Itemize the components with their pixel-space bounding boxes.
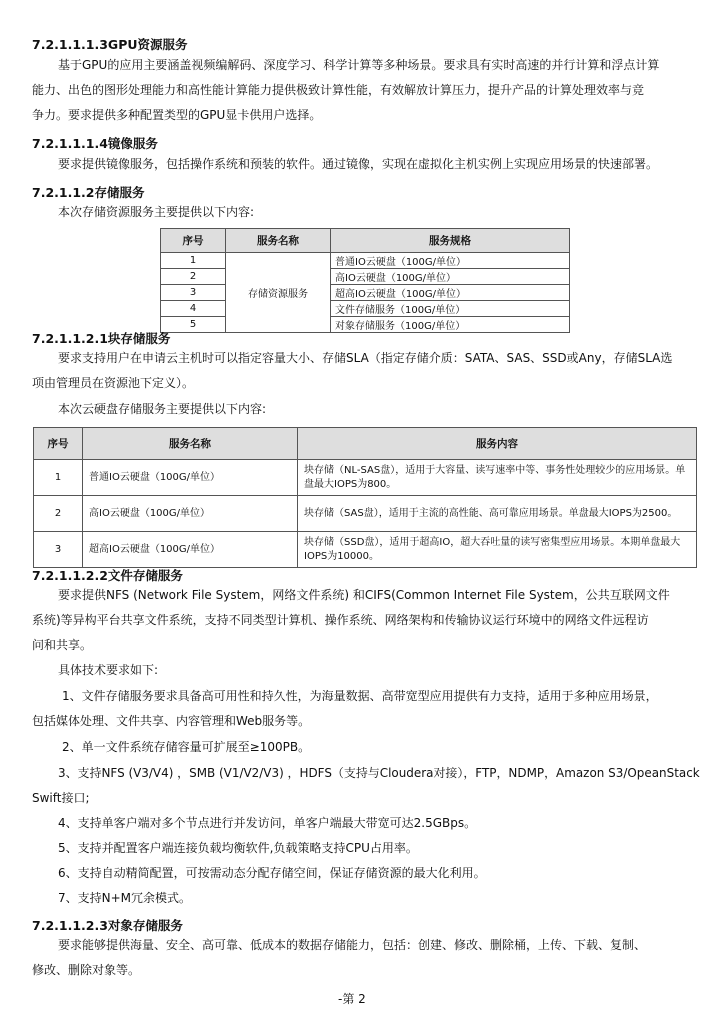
paragraph-line: 要求能够提供海量、安全、高可靠、低成本的数据存储能力，包括：创建、修改、删除桶，上传、下载、复制、 (58, 938, 647, 952)
row-content: 块存储（SSD盘），适用于超高IO，超大吞吐量的读写密集型应用场景。本期单盘最大IOPS为10000。 (298, 532, 697, 568)
row-no: 4 (161, 301, 226, 317)
paragraph-line: 要求提供NFS (Network File System，网络文件系统) 和CIFS(Common Internet File System，公共互联网文件 (58, 588, 670, 602)
requirement-line: 1、文件存储服务要求具备高可用性和持久性，为海量数据、高带宽型应用提供有力支持，适用于多种应用场景， (62, 689, 658, 703)
paragraph-line: 能力、出色的图形处理能力和高性能计算能力提供极致计算性能，有效解放计算压力，提升产品的计算处理效率与竞 (32, 83, 645, 97)
table-row (34, 496, 697, 532)
requirement-line: 包括媒体处理、文件共享、内容管理和Web服务等。 (32, 714, 311, 728)
paragraph-line: 问和共享。 (32, 638, 93, 652)
paragraph-line: 要求提供镜像服务，包括操作系统和预装的软件。通过镜像，实现在虚拟化主机实例上实现应用场景的快速部署。 (58, 157, 659, 171)
table-header-name: 服务名称 (83, 428, 298, 460)
paragraph-line: 系统)等异构平台共享文件系统，支持不同类型计算机、操作系统、网络架构和传输协议运行环境中的网络文件远程访 (32, 613, 649, 627)
requirement-line: Swift接口; (32, 791, 90, 805)
row-spec: 文件存储服务（100G/单位） (331, 301, 570, 317)
table-row (34, 532, 697, 568)
row-no: 3 (161, 285, 226, 301)
row-no: 3 (34, 532, 83, 568)
table-row (161, 269, 570, 285)
row-spec: 普通IO云硬盘（100G/单位） (331, 253, 570, 269)
block-intro: 本次云硬盘存储服务主要提供以下内容: (58, 402, 267, 416)
section-heading-image: 7.2.1.1.1.4镜像服务 (32, 136, 158, 151)
row-no: 1 (161, 253, 226, 269)
table-header-spec: 服务规格 (331, 229, 570, 253)
page-number: -第 2 (338, 992, 366, 1006)
section-heading-object: 7.2.1.1.2.3对象存储服务 (32, 918, 183, 933)
table-row (161, 253, 570, 269)
requirement-line: 2、单一文件系统存储容量可扩展至≥100PB。 (62, 740, 311, 754)
row-name: 普通IO云硬盘（100G/单位） (83, 460, 298, 496)
row-content: 块存储（SAS盘），适用于主流的高性能、高可靠应用场景。单盘最大IOPS为2500。 (298, 496, 697, 532)
section-heading-gpu: 7.2.1.1.1.3GPU资源服务 (32, 37, 188, 52)
table-row (161, 285, 570, 301)
requirement-line: 7、支持N+M冗余模式。 (58, 891, 192, 905)
row-spec: 高IO云硬盘（100G/单位） (331, 269, 570, 285)
row-no: 2 (34, 496, 83, 532)
table-header-content: 服务内容 (298, 428, 697, 460)
requirement-line: 6、支持自动精简配置，可按需动态分配存储空间，保证存储资源的最大化利用。 (58, 866, 486, 880)
row-spec: 超高IO云硬盘（100G/单位） (331, 285, 570, 301)
table-header-no: 序号 (34, 428, 83, 460)
table-row (161, 317, 570, 333)
requirements-intro: 具体技术要求如下: (58, 663, 159, 677)
paragraph-line: 争力。要求提供多种配置类型的GPU显卡供用户选择。 (32, 108, 322, 122)
service-name-cell: 存储资源服务 (226, 253, 331, 333)
section-heading-storage: 7.2.1.1.2存储服务 (32, 185, 145, 200)
table-header-no: 序号 (161, 229, 226, 253)
row-no: 5 (161, 317, 226, 333)
row-no: 2 (161, 269, 226, 285)
row-content: 块存储（NL-SAS盘），适用于大容量、读写速率中等、事务性处理较少的应用场景。单盘最大IOPS为800。 (298, 460, 697, 496)
table-header-name: 服务名称 (226, 229, 331, 253)
row-name: 超高IO云硬盘（100G/单位） (83, 532, 298, 568)
cloud-disk-table (33, 427, 697, 568)
row-spec: 对象存储服务（100G/单位） (331, 317, 570, 333)
requirement-line: 3、支持NFS (V3/V4) ，SMB (V1/V2/V3) ，HDFS（支持与Cloudera对接），FTP，NDMP，Amazon S3/OpeanStack (58, 766, 700, 780)
requirement-line: 4、支持单客户端对多个节点进行并发访问，单客户端最大带宽可达2.5GBps。 (58, 816, 477, 830)
requirement-line: 5、支持并配置客户端连接负载均衡软件,负载策略支持CPU占用率。 (58, 841, 418, 855)
paragraph-line: 项由管理员在资源池下定义）。 (32, 376, 195, 390)
table-row (161, 301, 570, 317)
section-heading-file: 7.2.1.1.2.2文件存储服务 (32, 568, 183, 583)
storage-intro: 本次存储资源服务主要提供以下内容: (58, 205, 255, 219)
section-heading-block: 7.2.1.1.2.1块存储服务 (32, 331, 171, 346)
table-row (34, 460, 697, 496)
storage-services-table (160, 228, 570, 333)
row-name: 高IO云硬盘（100G/单位） (83, 496, 298, 532)
paragraph-line: 要求支持用户在申请云主机时可以指定容量大小、存储SLA（指定存储介质：SATA、SAS、SSD或Any，存储SLA选 (58, 351, 673, 365)
paragraph-line: 修改、删除对象等。 (32, 963, 141, 977)
paragraph-line: 基于GPU的应用主要涵盖视频编解码、深度学习、科学计算等多种场景。要求具有实时高速的并行计算和浮点计算 (58, 58, 660, 72)
row-no: 1 (34, 460, 83, 496)
